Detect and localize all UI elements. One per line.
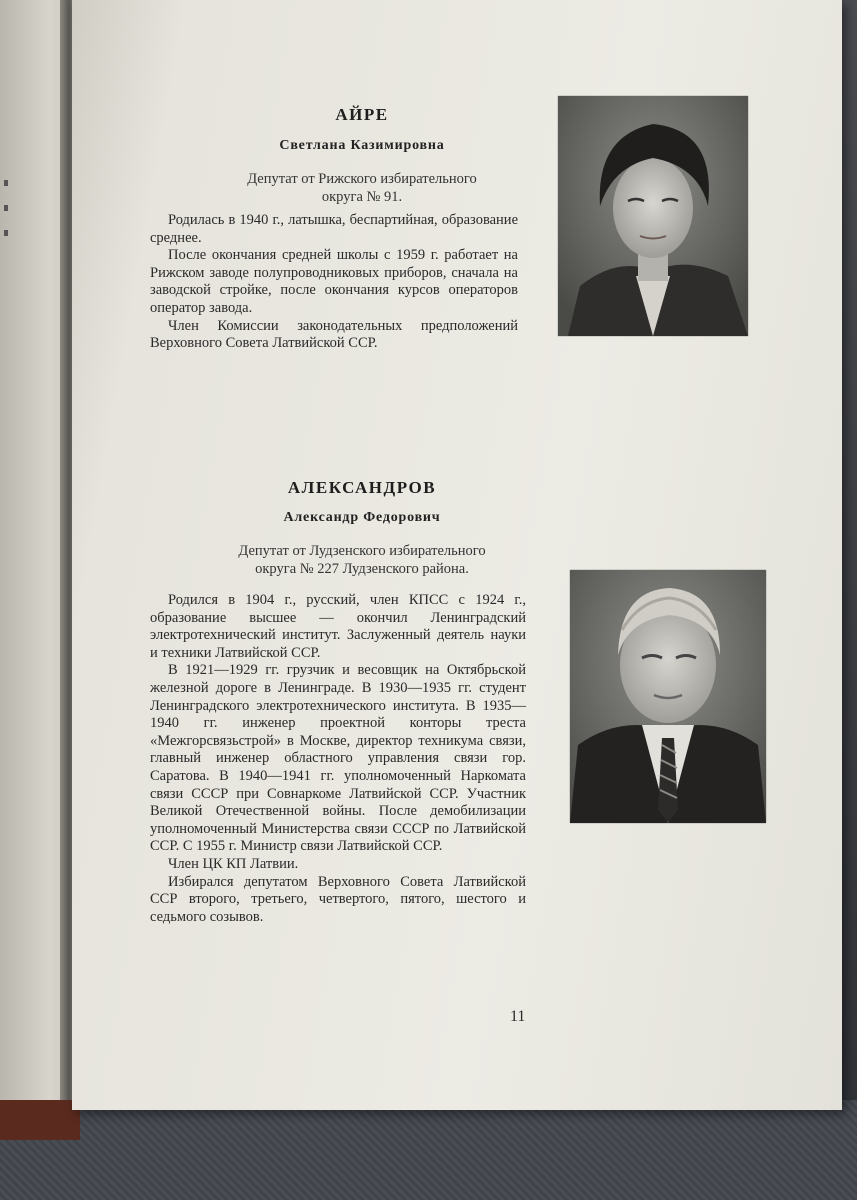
entry-2-name: Александр Федорович xyxy=(283,510,441,525)
bio-paragraph: Член Комиссии законодательных предположений Верховного Совета Латвийской ССР. xyxy=(150,317,518,352)
deputy-line: округа № 91. xyxy=(321,189,403,205)
bio-paragraph: Член ЦК КП Латвии. xyxy=(168,855,299,872)
bio-paragraph: Родился в 1904 г., русский, член КПСС с 1924 г., образование высшее — окончил Ленинградский электротехнический институт. Заслуженный деятель науки и техники Латвийской ССР. xyxy=(150,592,526,661)
bio-paragraph: После окончания средней школы с 1959 г. работает на Рижском заводе полупроводниковых приборов, сначала на заводской стройке, после окончания курсов операторов оператор завода. xyxy=(150,247,518,316)
entry-1-name: Светлана Казимировна xyxy=(279,138,445,153)
entry-1-surname: АЙРЕ xyxy=(335,105,389,124)
text-fragment-mark xyxy=(4,230,8,236)
fabric-texture xyxy=(0,1100,857,1200)
text-fragment-mark xyxy=(4,180,8,186)
entry-2-deputy xyxy=(142,542,582,578)
bio-paragraph: Родилась в 1940 г., латышка, беспартийная, образование среднее. xyxy=(150,212,518,246)
text-fragment-mark xyxy=(4,205,8,211)
book-cover-edge xyxy=(0,1100,80,1140)
entry-1-deputy xyxy=(152,170,572,206)
bio-paragraph: Избирался депутатом Верховного Совета Латвийской ССР второго, третьего, четвертого, пятого, шестого и седьмого созывов. xyxy=(150,873,526,925)
portrait-man-photo xyxy=(570,570,766,823)
entry-2-bio xyxy=(150,592,526,926)
bio-paragraph: В 1921—1929 гг. грузчик и весовщик на Октябрьской железной дороге в Ленинграде. В 1930—1935 гг. студент Ленинградского электротехнического института. В 1935—1940 гг. инженер проектной конторы треста «Межгорсвязьстрой» в Москве, директор техникума связи, главный инженер областного управления связи гор. Саратова. В 1940—1941 гг. уполномоченный Наркомата связи СССР при Совнаркоме Латвийской ССР. Участник Великой Отечественной войны. После демобилизации уполномоченный Министерства связи СССР по Латвийской ССР. С 1955 г. Министр связи Латвийской ССР. xyxy=(150,662,526,855)
entry-1-bio xyxy=(150,212,518,353)
deputy-line: Депутат от Лудзенского избирательного xyxy=(238,543,486,559)
deputy-line: округа № 227 Лудзенского района. xyxy=(255,561,469,577)
deputy-line: Депутат от Рижского избирательного xyxy=(247,171,477,187)
page-number: 11 xyxy=(510,1008,526,1025)
entry-2-surname: АЛЕКСАНДРОВ xyxy=(287,478,437,497)
book-page xyxy=(72,0,842,1110)
portrait-woman-photo xyxy=(558,96,748,336)
